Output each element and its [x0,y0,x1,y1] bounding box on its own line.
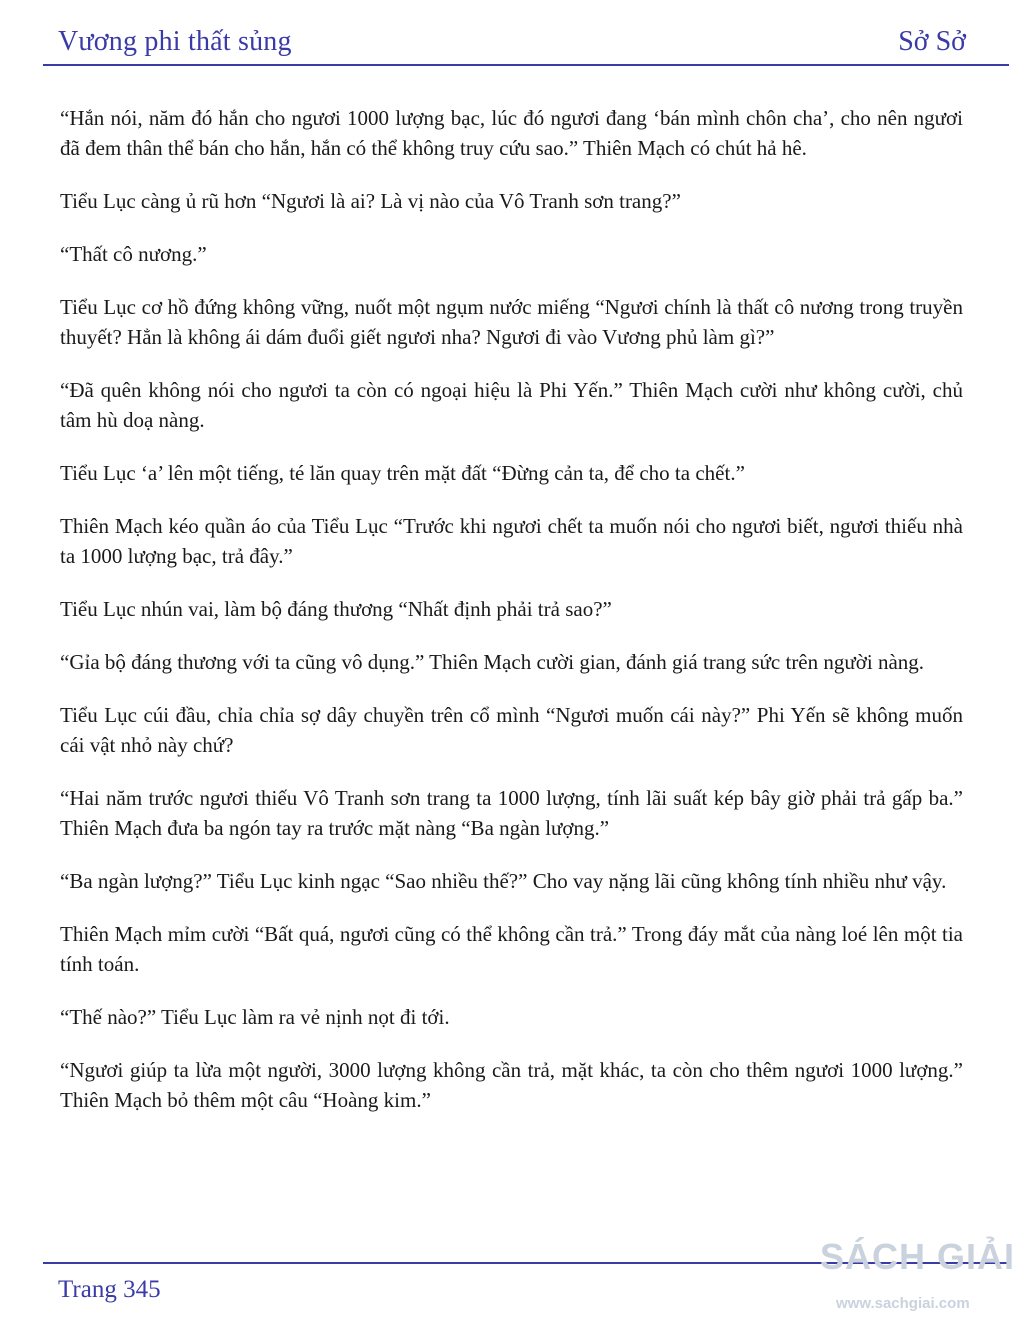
paragraph: “Đã quên không nói cho ngươi ta còn có ngoại hiệu là Phi Yến.” Thiên Mạch cười như không cười, chủ tâm hù doạ nàng. [60,378,963,432]
paragraph: “Thất cô nương.” [60,242,207,266]
paragraph: Tiểu Lục nhún vai, làm bộ đáng thương “Nhất định phải trả sao?” [60,597,612,621]
paragraph: Tiểu Lục ‘a’ lên một tiếng, té lăn quay trên mặt đất “Đừng cản ta, để cho ta chết.” [60,461,745,485]
header-divider [43,64,1009,66]
watermark-url: www.sachgiai.com [836,1295,970,1312]
paragraph: “Gỉa bộ đáng thương với ta cũng vô dụng.” Thiên Mạch cười gian, đánh giá trang sức trên người nàng. [60,650,925,674]
author-name: Sở Sở [898,26,966,57]
paragraph: Thiên Mạch kéo quần áo của Tiểu Lục “Trước khi ngươi chết ta muốn nói cho ngươi biết, ngươi thiếu nhà ta 1000 lượng bạc, trả đây.” [60,514,963,568]
book-title: Vương phi thất sủng [58,26,292,57]
paragraph: “Ba ngàn lượng?” Tiểu Lục kinh ngạc “Sao nhiều thế?” Cho vay nặng lãi cũng không tính nhiều như vậy. [60,869,947,893]
paragraph: Thiên Mạch mỉm cười “Bất quá, ngươi cũng có thể không cần trả.” Trong đáy mắt của nàng loé lên một tia tính toán. [60,922,963,976]
paragraph: Tiểu Lục cơ hồ đứng không vững, nuốt một ngụm nước miếng “Ngươi chính là thất cô nương trong truyền thuyết? Hẳn là không ái dám đuổi giết ngươi nha? Ngươi đi vào Vương phủ làm gì?” [60,295,963,349]
watermark-brand: SÁCH GIẢI [820,1236,1016,1277]
paragraph: “Hai năm trước ngươi thiếu Vô Tranh sơn trang ta 1000 lượng, tính lãi suất kép bây giờ phải trả gấp ba.” Thiên Mạch đưa ba ngón tay ra trước mặt nàng “Ba ngàn lượng.” [60,786,963,840]
chapter-text [60,103,963,1138]
paragraph: Tiểu Lục càng ủ rũ hơn “Ngươi là ai? Là vị nào của Vô Tranh sơn trang?” [60,189,681,213]
paragraph: “Ngươi giúp ta lừa một người, 3000 lượng không cần trả, mặt khác, ta còn cho thêm ngươi 1000 lượng.” Thiên Mạch bỏ thêm một câu “Hoàng kim.” [60,1058,963,1112]
paragraph: “Hắn nói, năm đó hắn cho ngươi 1000 lượng bạc, lúc đó ngươi đang ‘bán mình chôn cha’, cho nên ngươi đã đem thân thể bán cho hắn, hắn có thể không truy cứu sao.” Thiên Mạch có chút hả hê. [60,106,963,160]
watermark-logo [820,1232,1020,1322]
page-header [0,0,1024,66]
page-number: Trang 345 [58,1276,161,1303]
paragraph: Tiểu Lục cúi đầu, chỉa chỉa sợ dây chuyền trên cổ mình “Ngươi muốn cái này?” Phi Yến sẽ không muốn cái vật nhỏ này chứ? [60,703,963,757]
paragraph: “Thế nào?” Tiểu Lục làm ra vẻ nịnh nọt đi tới. [60,1005,450,1029]
